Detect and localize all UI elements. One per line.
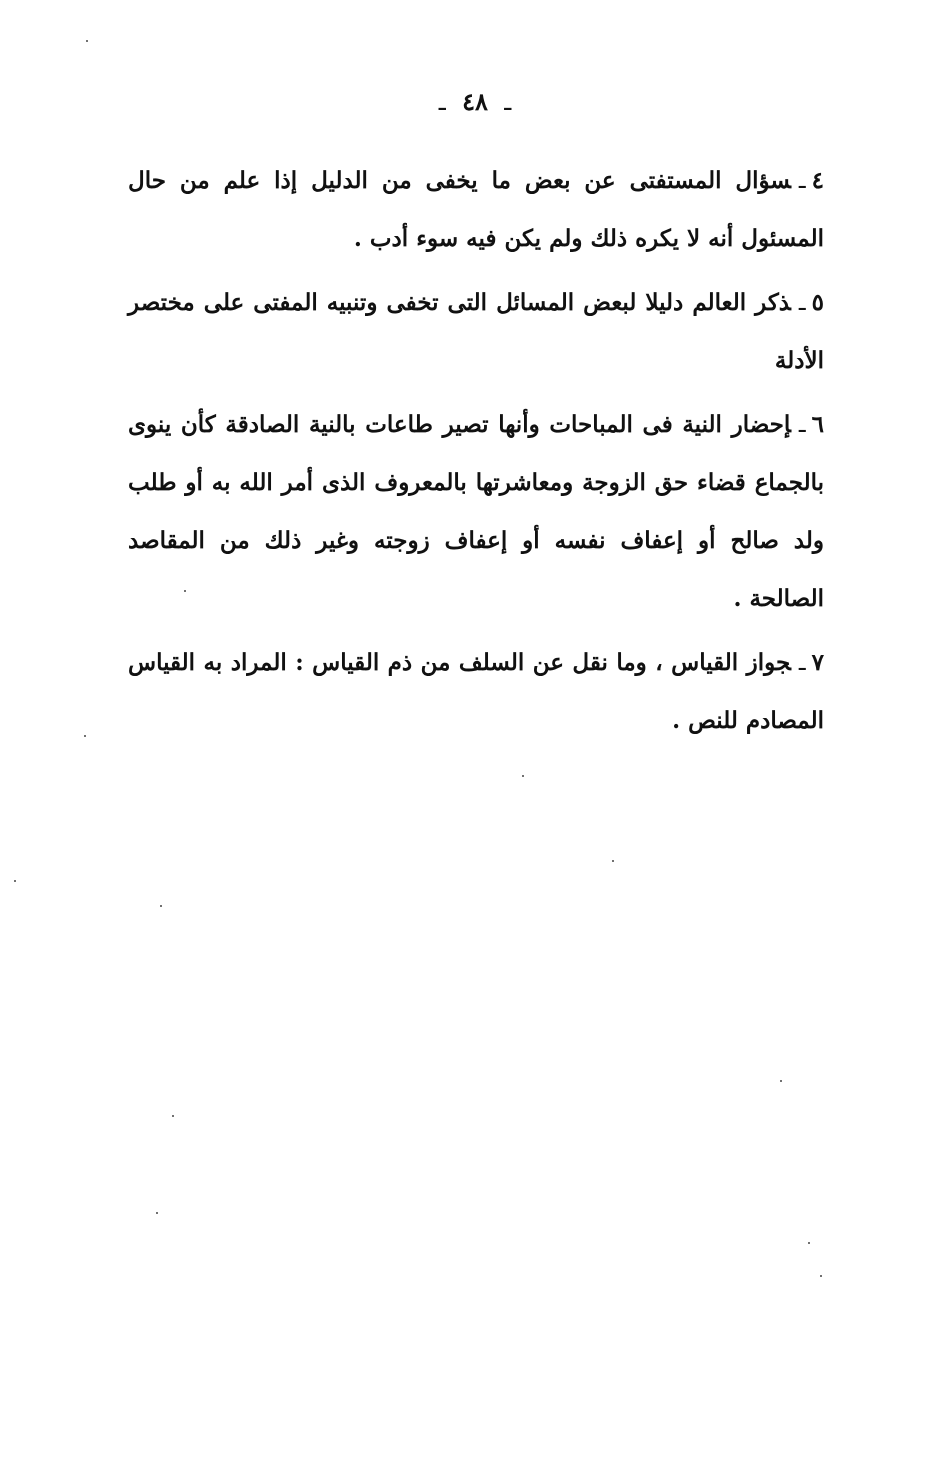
scan-speck — [156, 1212, 158, 1214]
paragraph-6 — [128, 396, 824, 628]
paragraph-7 — [128, 634, 824, 750]
paragraph-text: سؤال المستفتى عن بعض ما يخفى من الدليل إذا علم من حال المسئول أنه لا يكره ذلك ولم يكن فيه سوء أدب . — [128, 167, 824, 252]
scan-speck — [172, 1115, 174, 1117]
scan-speck — [84, 735, 86, 737]
paragraph-number: ٤ — [811, 167, 824, 194]
scan-speck — [184, 590, 186, 592]
paragraph-text: جواز القياس ، وما نقل عن السلف من ذم القياس : المراد به القياس المصادم للنص . — [128, 649, 824, 734]
header-right-mark: ـ — [504, 88, 512, 116]
paragraph-text: إحضار النية فى المباحات وأنها تصير طاعات بالنية الصادقة كأن ينوى بالجماع قضاء حق الزوجة ومعاشرتها بالمعروف الذى أمر الله به أو طلب ولد صالح أو إعفاف نفسه أو إعفاف زوجته وغير ذلك من المقاصد الصالحة . — [128, 411, 824, 612]
paragraph-separator: ـ — [798, 412, 806, 438]
paragraph-5 — [128, 274, 824, 390]
paragraph-text: ذكر العالم دليلا لبعض المسائل التى تخفى وتنبيه المفتى على مختصر الأدلة — [128, 289, 824, 374]
scan-speck — [522, 775, 524, 777]
paragraph-separator: ـ — [798, 290, 806, 316]
paragraph-number: ٧ — [811, 649, 824, 676]
paragraph-separator: ـ — [798, 650, 806, 676]
paragraph-separator: ـ — [798, 168, 806, 194]
scan-speck — [820, 1275, 822, 1277]
paragraph-number: ٦ — [811, 411, 824, 438]
paragraph-number: ٥ — [811, 289, 824, 316]
scan-speck — [780, 1080, 782, 1082]
page-number: ٤٨ — [462, 87, 488, 116]
page-body — [128, 152, 824, 756]
scan-speck — [160, 905, 162, 907]
header-left-mark: ـ — [438, 88, 446, 116]
scan-speck — [14, 880, 16, 882]
scan-speck — [612, 860, 614, 862]
page-header — [0, 86, 950, 118]
paragraph-4 — [128, 152, 824, 268]
scan-speck — [808, 1242, 810, 1244]
scan-speck — [86, 40, 88, 42]
